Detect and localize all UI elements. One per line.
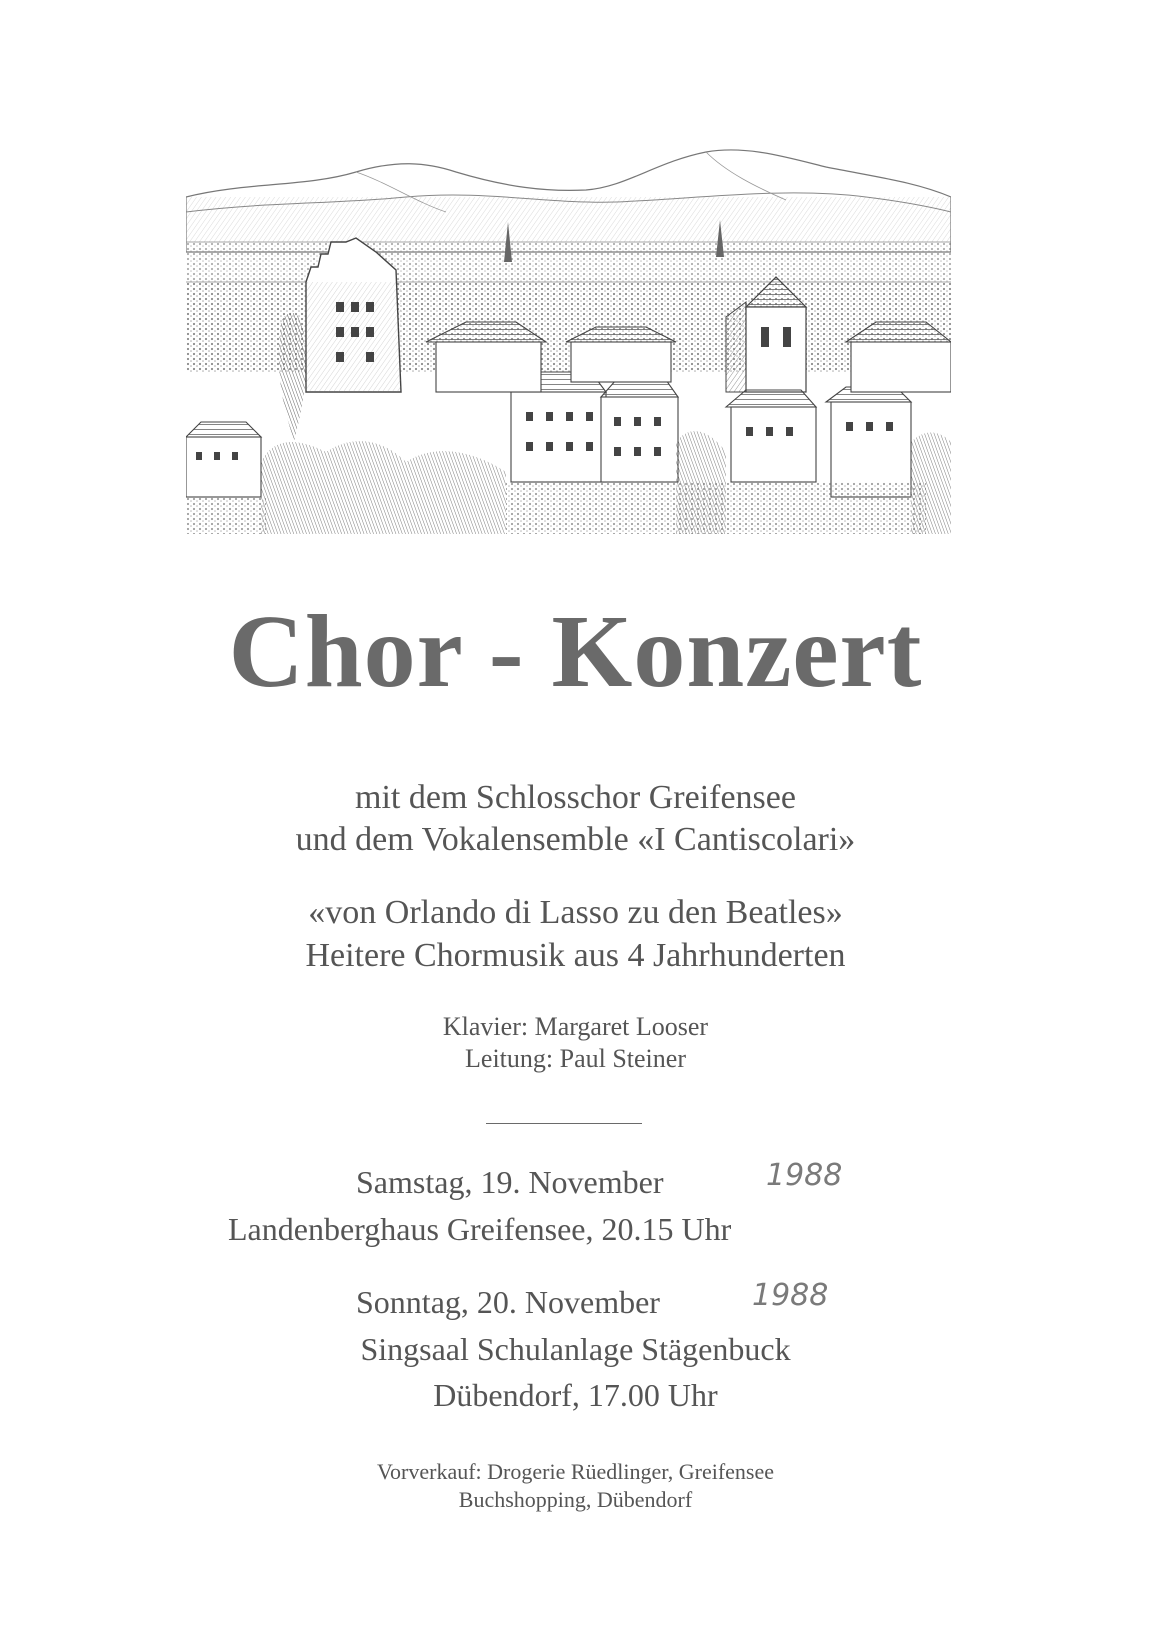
event-2-venue-line-2: Dübendorf, 17.00 Uhr	[433, 1377, 718, 1413]
event-2-handwritten-year: 1988	[752, 1278, 829, 1313]
event-2-venue-line-1: Singsaal Schulanlage Stägenbuck	[360, 1331, 791, 1367]
event-1-handwritten-year: 1988	[766, 1158, 843, 1193]
ensemble-line-2: und dem Vokalensemble «I Cantiscolari»	[295, 821, 856, 858]
presale-line-1: Vorverkauf: Drogerie Rüedlinger, Greifensee	[377, 1459, 774, 1484]
village-castle-landscape-engraving	[186, 142, 951, 534]
ensemble-line-1: mit dem Schlosschor Greifensee	[355, 779, 796, 816]
credit-piano: Klavier: Margaret Looser	[442, 1012, 709, 1041]
event-2-date: Sonntag, 20. November	[356, 1284, 660, 1320]
event-1-date: Samstag, 19. November	[356, 1164, 664, 1200]
concert-title: Chor - Konzert	[228, 594, 923, 709]
section-divider	[486, 1123, 642, 1124]
program-subtitle: Heitere Chormusik aus 4 Jahrhunderten	[305, 937, 846, 974]
credit-direction: Leitung: Paul Steiner	[465, 1044, 686, 1073]
presale-line-2: Buchshopping, Dübendorf	[458, 1487, 693, 1512]
event-1-venue: Landenberghaus Greifensee, 20.15 Uhr	[228, 1211, 732, 1247]
program-title: «von Orlando di Lasso zu den Beatles»	[308, 894, 843, 931]
